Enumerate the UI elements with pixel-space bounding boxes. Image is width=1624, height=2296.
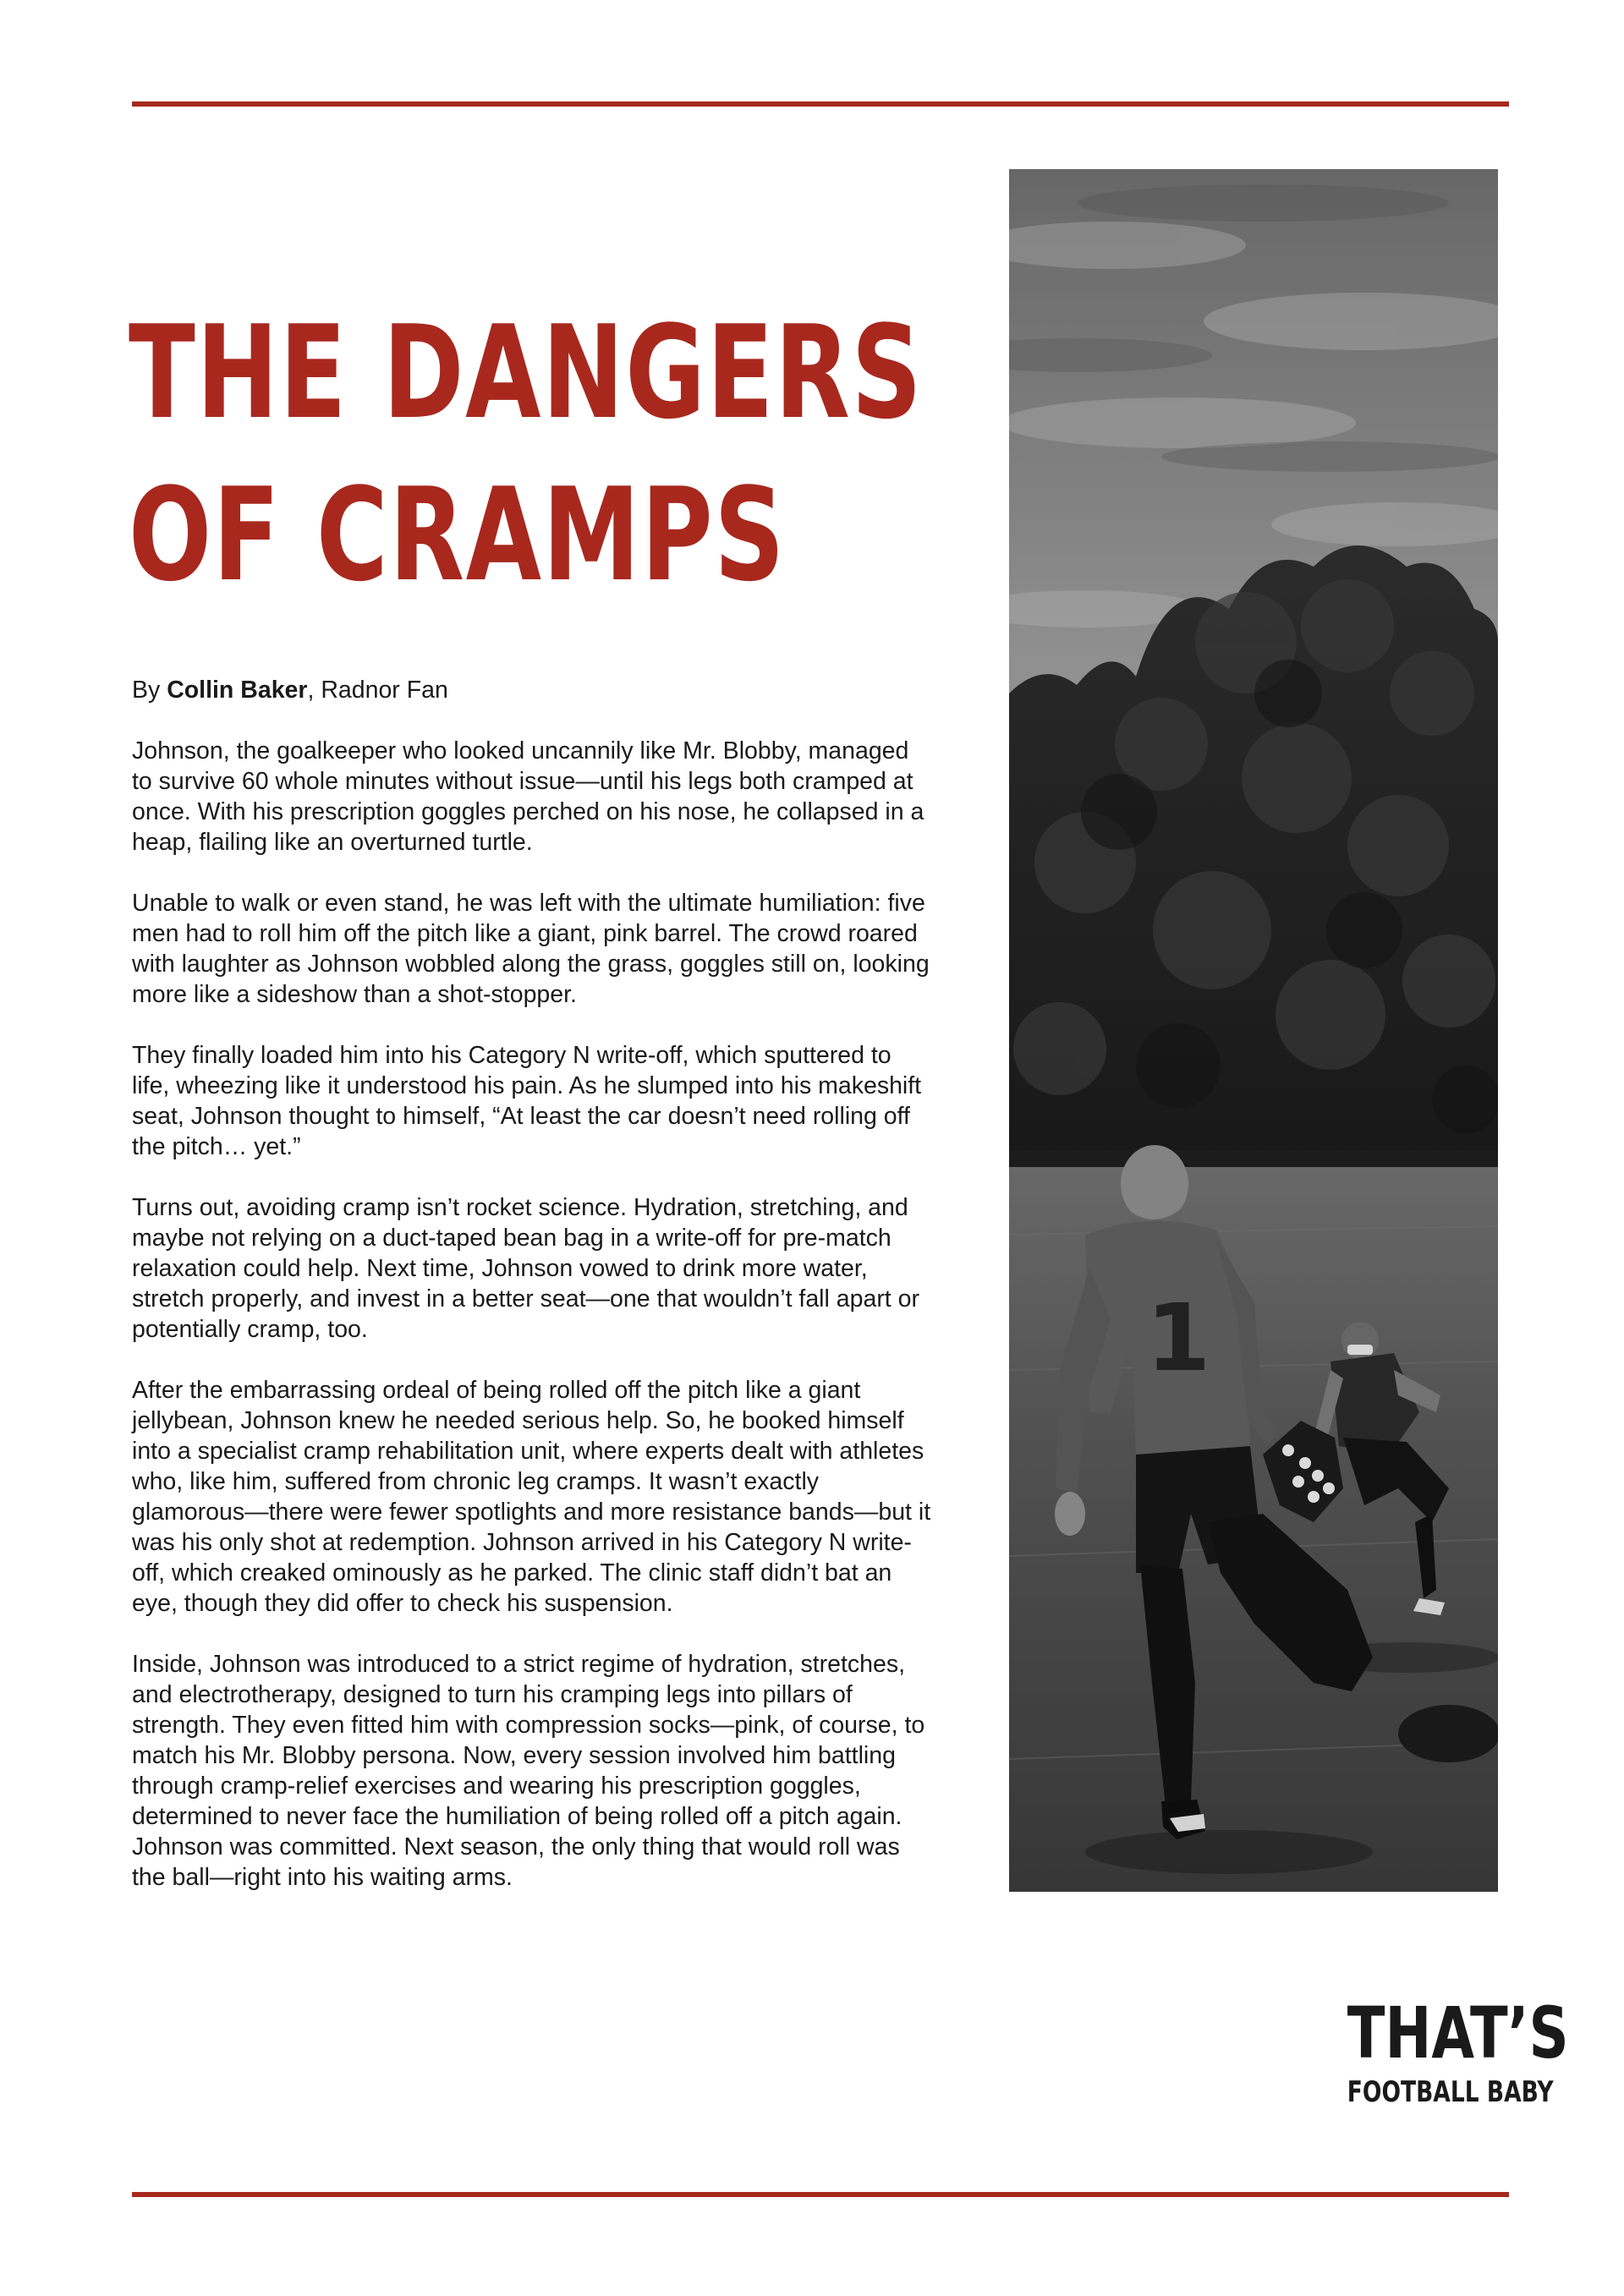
paragraph-5: After the embarrassing ordeal of being rolled off the pitch like a giant jellybean, Johnson knew he needed serious help. So, he booked himself into a specialist cramp rehabilitation unit, where experts dealt with athletes who, like him, suffered from chronic leg cramps. It wasn’t exactly glamorous—there were fewer spotlights and more resistance bands—but it was his only shot at redemption. Johnson arrived in his Category N write-off, which creaked ominously as he parked. The clinic staff didn’t bat an eye, though they did offer to check his suspension. xyxy=(132,1377,931,1617)
paragraph-1: Johnson, the goalkeeper who looked uncannily like Mr. Blobby, managed to survive 60 whole minutes without issue—until his legs both cramped at once. With his prescription goggles perched on his nose, he collapsed in a heap, flailing like an overturned turtle. xyxy=(132,737,924,856)
logo-line-2: FOOTBALL BABY xyxy=(1347,2075,1554,2109)
brand-logo xyxy=(1303,1992,1569,2109)
paragraph-3: They finally loaded him into his Category N write-off, which sputtered to life, wheezing like it understood his pain. As he slumped into his makeshift seat, Johnson thought to himself, “At least the car doesn’t need rolling off the pitch… yet.” xyxy=(132,1042,922,1160)
paragraph-2: Unable to walk or even stand, he was left with the ultimate humiliation: five men had to roll him off the pitch like a giant, pink barrel. The crowd roared with laughter as Johnson wobbled along the grass, goggles still on, looking more like a sideshow than a shot-stopper. xyxy=(132,890,930,1008)
paragraph-6: Inside, Johnson was introduced to a strict regime of hydration, stretches, and electrotherapy, designed to turn his cramping legs into pillars of strength. They even fitted him with compression socks—pink, of course, to match his Mr. Blobby persona. Now, every session involved him battling through cramp-relief exercises and wearing his prescription goggles, determined to never face the humiliation of being rolled off a pitch again. Johnson was committed. Next season, the only thing that would roll was the ball—right into his waiting arms. xyxy=(132,1651,925,1891)
article-headline xyxy=(129,292,923,616)
byline xyxy=(132,675,934,705)
headline-line-1: THE DANGERS xyxy=(129,298,924,447)
byline-author: Collin Baker xyxy=(167,677,308,704)
top-rule xyxy=(132,101,1509,107)
bottom-rule xyxy=(132,2192,1509,2197)
paragraph-4: Turns out, avoiding cramp isn’t rocket science. Hydration, stretching, and maybe not relying on a duct-taped bean bag in a write-off for pre-match relaxation could help. Next time, Johnson vowed to drink more water, stretch properly, and invest in a better seat—one that wouldn’t fall apart or potentially cramp, too. xyxy=(132,1194,919,1343)
byline-prefix: By xyxy=(132,677,167,704)
goalkeeper-stretching-photo xyxy=(1009,169,1498,1892)
logo-line-1: THAT’S xyxy=(1347,1992,1569,2074)
byline-suffix: , Radnor Fan xyxy=(307,677,448,704)
shirt-number: 1 xyxy=(1145,1284,1211,1392)
headline-line-2: OF CRAMPS xyxy=(129,460,786,610)
article-body xyxy=(132,675,934,1923)
